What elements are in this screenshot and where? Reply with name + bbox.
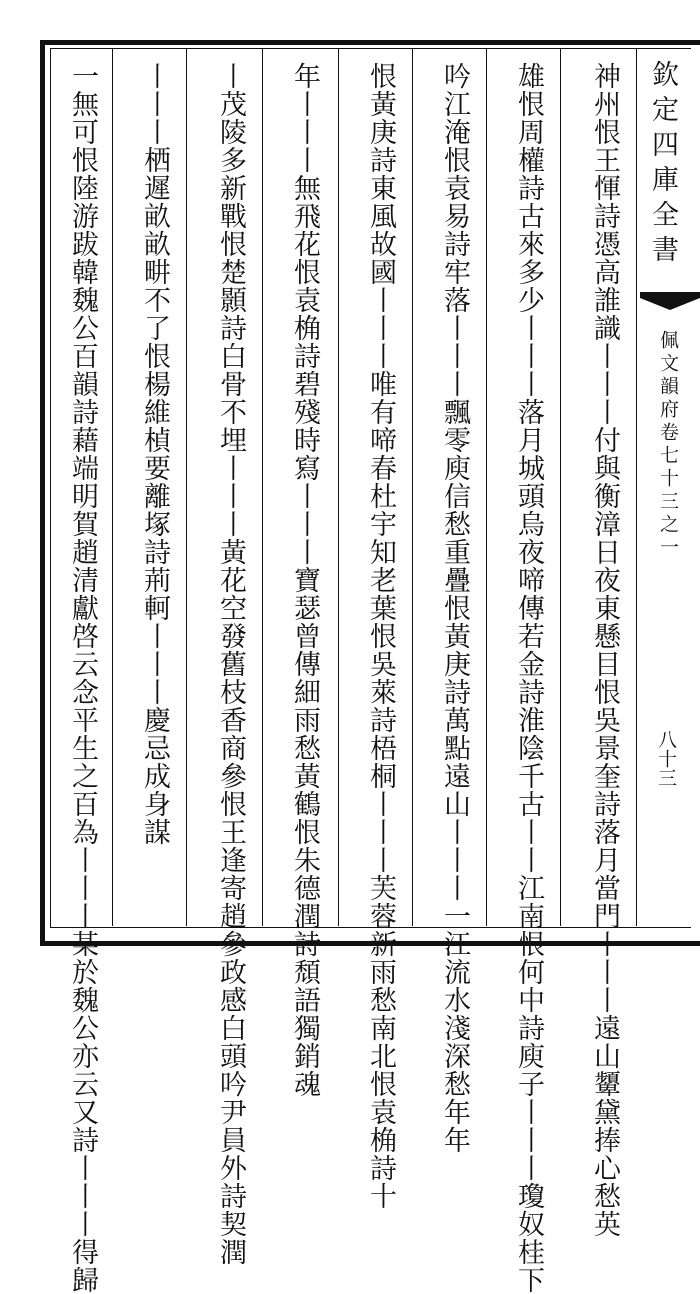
- page-number: 八十三: [655, 730, 677, 787]
- column-rule: [486, 48, 487, 926]
- text-column-2: 雄恨周權詩古來多少丨丨丨落月城頭烏夜啼傳若金詩淮陰千古丨丨江南恨何中詩庾子丨丨丨瓊奴桂下: [513, 62, 544, 1294]
- column-rule: [338, 48, 339, 926]
- text-column-4: 恨黃庚詩東風故國丨丨丨唯有啼春杜宇知老葉恨吳萊詩梧桐丨丨丨芙蓉新雨愁南北恨袁桷詩十: [365, 62, 396, 1210]
- text-column-5: 年丨丨丨無飛花恨袁桷詩碧殘時寫丨丨丨寶瑟曾傳細雨愁黃鶴恨朱德潤詩頹語獨銷魂: [289, 62, 320, 1098]
- column-rule: [112, 48, 113, 926]
- column-rule: [186, 48, 187, 926]
- column-rule: [560, 48, 561, 926]
- text-column-7: 丨丨丨栖遲畝畝畊不了恨楊維楨要離塚詩荊軻丨丨丨慶忌成身謀: [139, 62, 170, 846]
- fish-tail-mark: [640, 292, 700, 312]
- column-rule: [636, 48, 637, 926]
- column-rule: [262, 48, 263, 926]
- text-column-6: 丨茂陵多新戰恨楚顥詩白骨不埋丨丨丨黃花空發舊枝香商參恨王逢寄趙參政感白頭吟尹員外詩契潤: [215, 62, 246, 1266]
- column-rule: [412, 48, 413, 926]
- text-column-8: 一無可恨陸游跋韓魏公百韻詩藉端明賀趙清獻啓云念平生之百為丨丨丨某於魏公亦云又詩丨丨丨得歸: [67, 62, 98, 1294]
- volume-label: 佩文韻府卷七十三之一: [657, 330, 679, 560]
- book-title: 欽定四庫全書: [647, 60, 678, 270]
- text-column-1: 神州恨王惲詩憑高誰識丨丨丨付與衡漳日夜東懸目恨吳景奎詩落月當門丨丨丨遠山顰黛捧心愁英: [589, 62, 620, 1238]
- text-column-3: 吟江淹恨袁易詩牢落丨丨丨飄零庾信愁重疊恨黃庚詩萬點遠山丨丨丨一江流水淺深愁年年: [439, 62, 470, 1154]
